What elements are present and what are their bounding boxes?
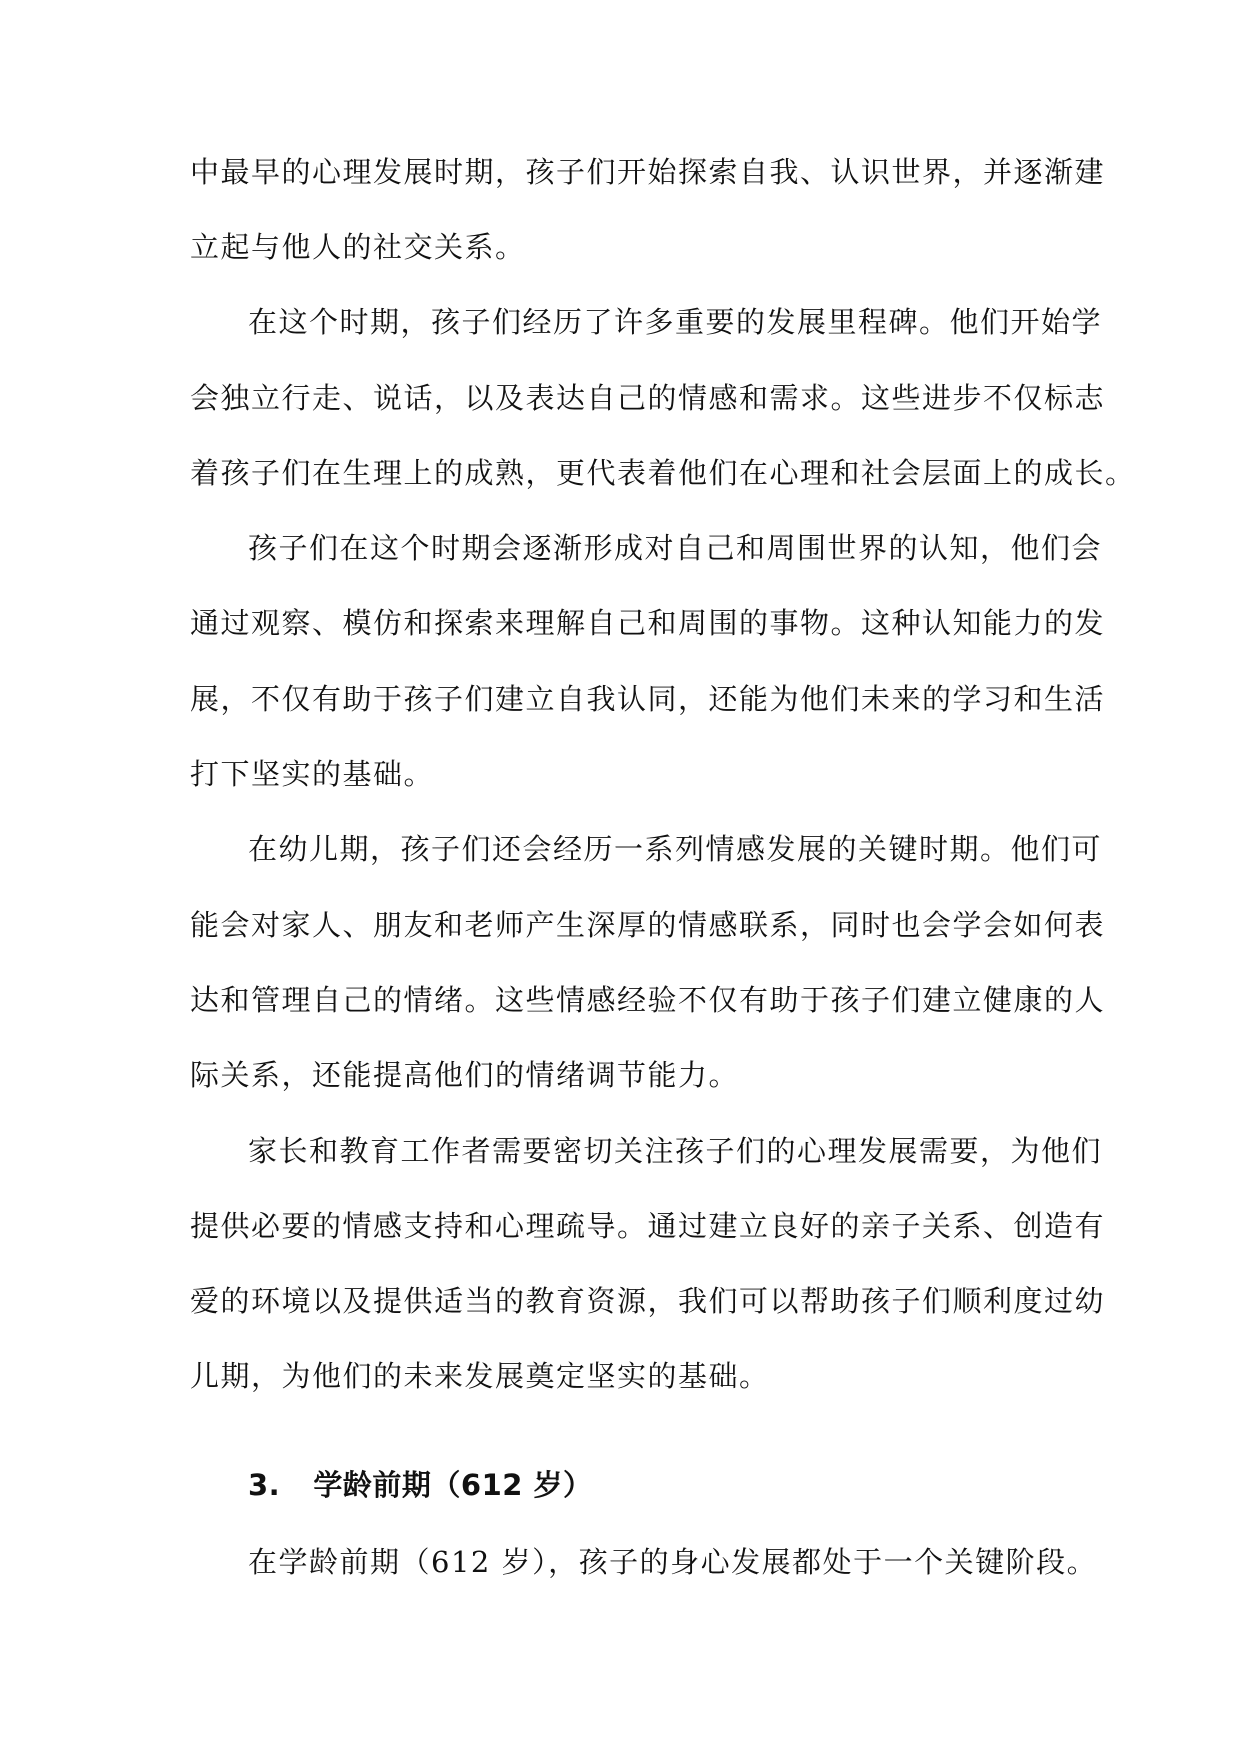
paragraph-1-line-2: 立起与他人的社交关系。	[190, 230, 526, 264]
paragraph-5-line-2: 提供必要的情感支持和心理疏导。通过建立良好的亲子关系、创造有	[190, 1209, 1106, 1243]
paragraph-4-line-3: 达和管理自己的情绪。这些情感经验不仅有助于孩子们建立健康的人	[190, 983, 1106, 1017]
section-number: 3.	[248, 1468, 281, 1502]
paragraph-2-line-2: 会独立行走、说话，以及表达自己的情感和需求。这些进步不仅标志	[190, 381, 1106, 415]
paragraph-5-line-3: 爱的环境以及提供适当的教育资源，我们可以帮助孩子们顺利度过幼	[190, 1284, 1106, 1318]
paragraph-3-line-2: 通过观察、模仿和探索来理解自己和周围的事物。这种认知能力的发	[190, 606, 1106, 640]
paragraph-2-line-1: 在这个时期，孩子们经历了许多重要的发展里程碑。他们开始学	[248, 305, 1103, 339]
paragraph-4-line-4: 际关系，还能提高他们的情绪调节能力。	[190, 1058, 740, 1092]
paragraph-4-line-1: 在幼儿期，孩子们还会经历一系列情感发展的关键时期。他们可	[248, 832, 1103, 866]
paragraph-2-line-3: 着孩子们在生理上的成熟，更代表着他们在心理和社会层面上的成长。	[190, 456, 1136, 490]
paragraph-5-line-1: 家长和教育工作者需要密切关注孩子们的心理发展需要，为他们	[248, 1134, 1103, 1168]
paragraph-3-line-1: 孩子们在这个时期会逐渐形成对自己和周围世界的认知，他们会	[248, 531, 1103, 565]
paragraph-1-line-1: 中最早的心理发展时期，孩子们开始探索自我、认识世界，并逐渐建	[190, 155, 1106, 189]
paragraph-5-line-4: 儿期，为他们的未来发展奠定坚实的基础。	[190, 1359, 770, 1393]
paragraph-4-line-2: 能会对家人、朋友和老师产生深厚的情感联系，同时也会学会如何表	[190, 908, 1106, 942]
section-heading	[248, 1465, 1070, 1505]
paragraph-3-line-3: 展，不仅有助于孩子们建立自我认同，还能为他们未来的学习和生活	[190, 682, 1106, 716]
paragraph-3-line-4: 打下坚实的基础。	[190, 757, 435, 791]
section-title: 学龄前期（612 岁）	[313, 1468, 593, 1502]
paragraph-6-line-1: 在学龄前期（612 岁），孩子的身心发展都处于一个关键阶段。	[248, 1545, 1098, 1579]
